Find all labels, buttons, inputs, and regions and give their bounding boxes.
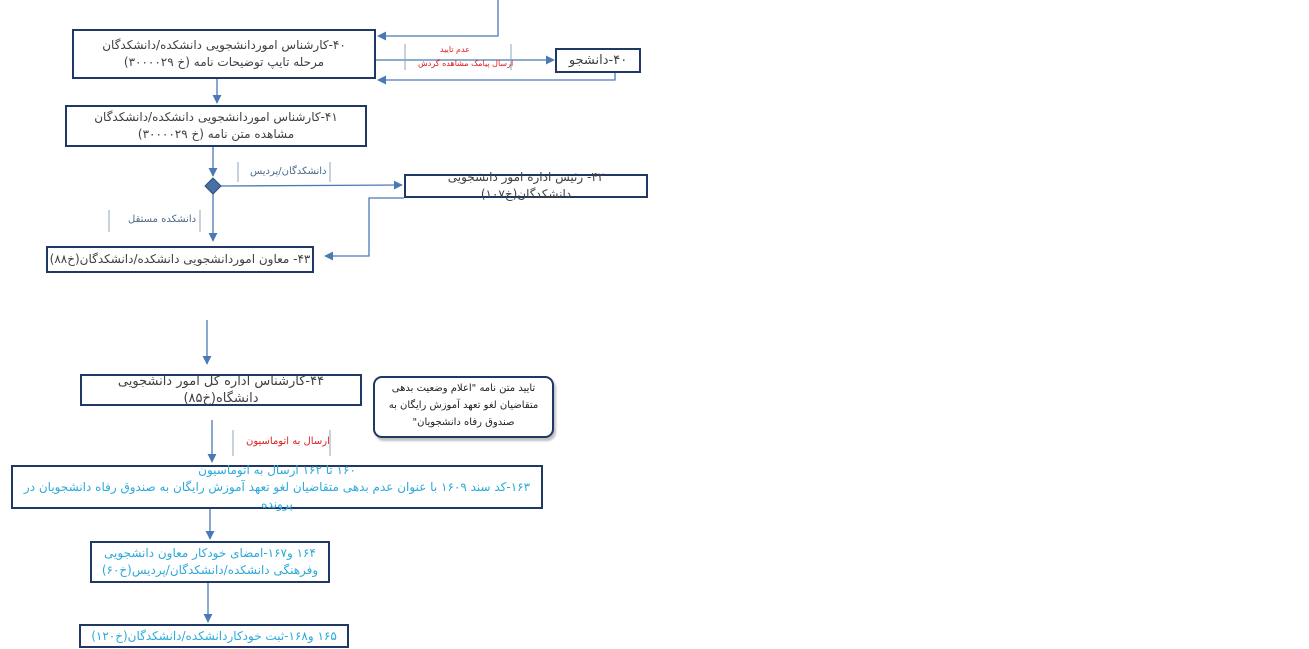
node-40-expert-line1: ۴۰-کارشناس اموردانشجویی دانشکده/دانشکدگان bbox=[102, 38, 346, 52]
node-41-line2: مشاهده متن نامه (خ ۳۰۰۰۰۲۹) bbox=[137, 127, 295, 141]
label-campus: دانشکدگان/پردیس bbox=[250, 166, 327, 177]
label-send-sms: ارسال پیامک مشاهده گردش bbox=[418, 59, 514, 68]
node-165-label: ۱۶۵ و۱۶۸-ثبت خودکاردانشکده/دانشکدگان(خ۱۲۰) bbox=[91, 628, 337, 643]
node-41-line1: ۴۱-کارشناس اموردانشجویی دانشکده/دانشکدگان bbox=[94, 110, 338, 124]
node-160 bbox=[11, 462, 543, 511]
label-reject: عدم تایید bbox=[440, 45, 470, 54]
node-40-expert bbox=[72, 29, 376, 79]
node-164-line1: ۱۶۴ و۱۶۷-امضای خودکار معاون دانشجویی bbox=[104, 546, 316, 560]
node-164 bbox=[90, 541, 330, 583]
approval-note-line1: تایید متن نامه "اعلام وضعیت بدهی bbox=[391, 383, 536, 394]
arrow-decision-to-42 bbox=[221, 185, 402, 186]
arrow-42-to-43 bbox=[325, 198, 404, 256]
label-independent: دانشکده مستقل bbox=[128, 214, 197, 225]
node-42 bbox=[404, 170, 648, 201]
node-164-line2: وفرهنگی دانشکده/دانشکدگان/پردیس(خ۶۰) bbox=[101, 563, 319, 577]
node-160-line1: ۱۶۰ تا ۱۶۲ ارسال به اتوماسیون bbox=[198, 462, 356, 477]
approval-note-line3: صندوق رفاه دانشجویان" bbox=[412, 417, 515, 428]
decision-diamond bbox=[205, 178, 221, 194]
node-165 bbox=[79, 624, 349, 648]
node-40-student-label: ۴۰-دانشجو bbox=[568, 53, 628, 68]
arrow-student-to-40 bbox=[378, 73, 615, 80]
node-40-expert-line2: مرحله تایپ توضیحات نامه (خ ۳۰۰۰۰۲۹) bbox=[123, 55, 325, 69]
node-40-student bbox=[555, 48, 641, 73]
node-160-line2: ۱۶۳-کد سند ۱۶۰۹ با عنوان عدم بدهی متقاضیان لغو تعهد آموزش رایگان به صندوق رفاه دانشجویان در پرونده bbox=[23, 479, 531, 511]
node-43-label: ۴۳- معاون اموردانشجویی دانشکده/دانشکدگان(خ۸۸) bbox=[49, 252, 311, 266]
node-42-label: ۴۲- رئیس اداره امور دانشجویی دانشکدگان(خ۱۰۷) bbox=[447, 170, 605, 201]
approval-note-line2: متقاضیان لغو تعهد آموزش رایگان به bbox=[388, 400, 539, 411]
arrow-incoming-to-40 bbox=[378, 0, 498, 36]
node-44 bbox=[80, 374, 362, 406]
label-to-automation: ارسال به اتوماسیون bbox=[246, 436, 330, 447]
node-44-label: ۴۴-کارشناس اداره کل امور دانشجویی دانشگاه(خ۸۵) bbox=[117, 374, 325, 406]
node-43 bbox=[46, 246, 314, 273]
node-41 bbox=[65, 105, 367, 147]
approval-note bbox=[373, 376, 554, 438]
